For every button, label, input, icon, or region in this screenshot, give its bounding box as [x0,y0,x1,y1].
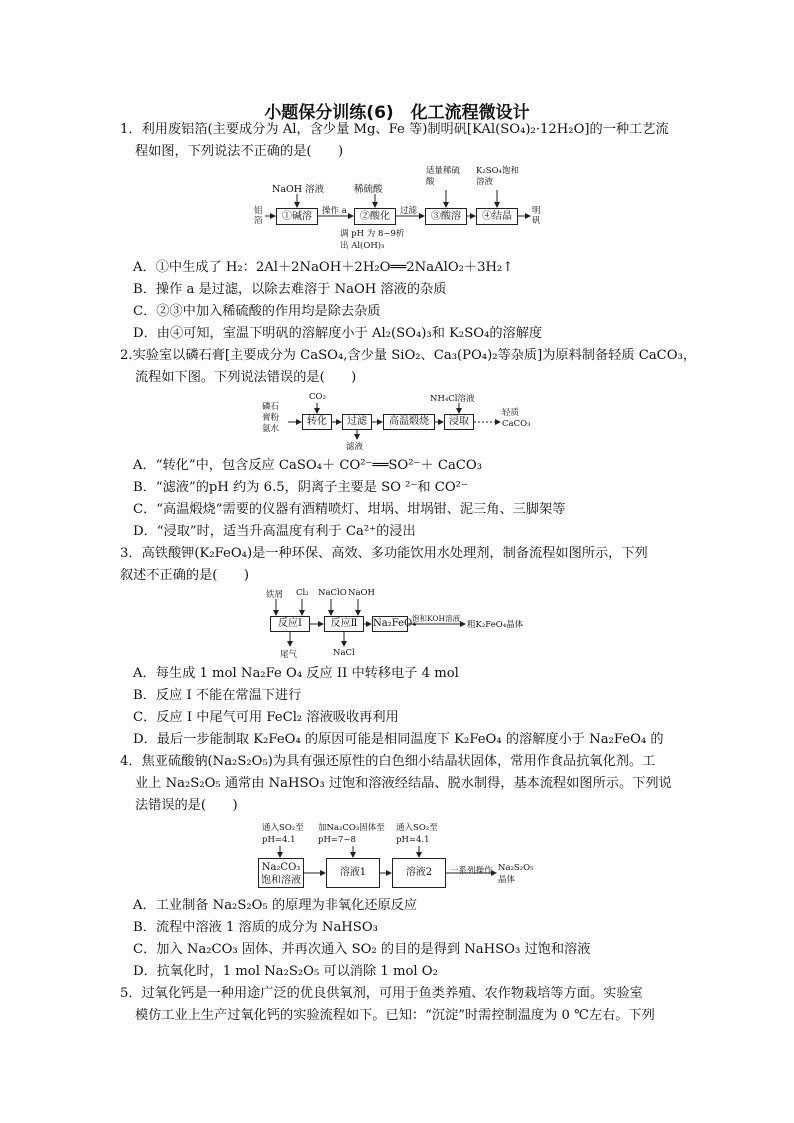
q1-step-acid-dissolve: ③酸溶 [425,208,467,225]
q2-reagent-co2: CO₂ [309,392,326,402]
q1-reagent-k2so4: K₂SO₄饱和溶液 [476,166,519,187]
q3-nacl: NaCl [333,648,355,658]
q1-reagent-dilute-acid: 适量稀硫酸 [426,166,461,187]
q3-option-a: A．每生成 1 mol Na₂Fe O₄ 反应 II 中转移电子 4 mol [133,666,459,681]
q2-step-calcine: 高温煅烧 [383,414,435,430]
q4-stem-line2: 业上 Na₂S₂O₅ 通常由 NaHSO₃ 过饱和溶液经结晶、脱水制得，基本流程如图所示。下列说 [135,776,672,791]
q1-option-d: D．由④可知，室温下明矾的溶解度小于 Al₂(SO₄)₃和 K₂SO₄的溶解度 [133,326,543,341]
q3-tail-gas: 尾气 [280,650,298,660]
q2-input-label: 磷石膏粉氨水 [262,402,280,434]
q2-option-d: D．“浸取”时，适当升高温度有利于 Ca²⁺的浸出 [133,524,416,539]
q2-option-a: A．“转化”中，包含反应 CaSO₄＋ CO²⁻══SO²⁻＋ CaCO₃ [133,458,482,473]
q2-option-b: B．“滤液”的pH 约为 6.5，阴离子主要是 SO ²⁻和 CO²⁻ [133,480,468,495]
q4-option-b: B．流程中溶液 1 溶质的成分为 NaHSO₃ [133,920,378,935]
q1-reagent-naoh: NaOH 溶液 [272,184,325,195]
q3-reagent-naoh: NaOH [348,588,375,598]
q1-step-alkali: ①碱溶 [276,208,318,225]
q5-stem-line2: 模仿工业上生产过氧化钙的实验流程如下。已知：“沉淀”时需控制温度为 0 ℃左右。下列 [135,1008,655,1023]
q1-filter: 过滤 [400,206,418,216]
q1-stem-line2: 程如图，下列说法不正确的是( ) [135,144,344,159]
q1-input-label: 铝箔 [254,206,263,226]
q3-reagent-iron: 铁屑 [266,590,284,600]
q1-option-c: C．②③中加入稀硫酸的作用均是除去杂质 [133,304,381,319]
q3-stem-line1: 3．高铁酸钾(K₂FeO₄)是一种环保、高效、多功能饮用水处理剂，制备流程如图所示，下列 [120,546,648,561]
q2-option-c: C．“高温煅烧”需要的仪器有酒精喷灯、坩埚、坩埚钳、泥三角、三脚架等 [133,502,566,517]
q3-reagent-naclo: NaClO [318,588,347,598]
q1-option-a: A．①中生成了 H₂：2Al＋2NaOH＋2H₂O══2NaAlO₂＋3H₂↑ [133,260,514,275]
q1-step-acidify: ②酸化 [354,208,396,225]
q2-step-filter: 过滤 [342,414,372,430]
q4-box-na2co3: Na₂CO₃饱和溶液 [258,858,304,888]
q3-saturated-koh: 饱和KOH溶液 [412,614,461,623]
q3-option-d: D．最后一步能制取 K₂FeO₄ 的原因可能是相同温度下 K₂FeO₄ 的溶解度小于 Na₂FeO₄ 的 [133,732,664,747]
q4-box-solution1: 溶液1 [326,858,380,888]
q3-step-na2feo4: Na₂FeO₄ [372,616,408,632]
q4-top-label3: 通入SO₂至pH=4.1 [396,823,438,845]
q3-option-c: C．反应 I 中尾气可用 FeCl₂ 溶液吸收再利用 [133,710,399,725]
q2-filtrate: 滤液 [346,442,364,452]
q3-output-label: 粗K₂FeO₄晶体 [467,620,524,630]
q4-option-a: A．工业制备 Na₂S₂O₅ 的原理为非氧化还原反应 [133,898,418,913]
q2-output-label: 轻质CaCO₃ [502,408,531,429]
q1-output-label: 明矾 [532,206,541,226]
q1-stem-line1: 1．利用废铝箔(主要成分为 Al，含少量 Mg、Fe 等)制明矾[KAl(SO₄)₂·12H₂O]的一种工艺流 [120,122,669,137]
q4-box-solution2: 溶液2 [392,858,446,888]
q2-stem-line2: 流程如下图。下列说法错误的是( ) [135,370,357,385]
q1-op-a: 操作 a [322,206,347,216]
page-title: 小题保分训练(6) 化工流程微设计 [264,103,530,123]
q4-stem-line1: 4．焦亚硫酸钠(Na₂S₂O₅)为具有强还原性的白色细小结晶状固体，常用作食品抗氧化剂。工 [120,754,656,769]
q4-stem-line3: 法错误的是( ) [135,798,238,813]
q4-option-d: D．抗氧化时，1 mol Na₂S₂O₅ 可以消除 1 mol O₂ [133,964,438,979]
q4-top-label1: 通入SO₂至pH=4.1 [262,823,304,845]
q2-stem-line1: 2.实验室以磷石膏[主要成分为 CaSO₄,含少量 SiO₂、Ca₃(PO₄)₂等杂质]为原料制备轻质 CaCO₃， [120,348,697,363]
q2-reagent-nh4cl: NH₄Cl溶液 [430,394,475,404]
q2-step-convert: 转化 [302,414,332,430]
q4-option-c: C．加入 Na₂CO₃ 固体、并再次通入 SO₂ 的目的是得到 NaHSO₃ 过饱和溶液 [133,942,591,957]
q3-step-reaction2: 反应Ⅱ [324,616,364,632]
q2-step-leach: 浸取 [444,414,474,430]
q1-ph-note: 调 pH 为 8~9析出 Al(OH)₃ [340,229,405,251]
q4-output-label: Na₂S₂O₅晶体 [498,863,534,885]
q1-option-b: B．操作 a 是过滤，以除去难溶于 NaOH 溶液的杂质 [133,282,447,297]
q4-top-label2: 加Na₂CO₃固体至pH=7~8 [318,823,385,845]
q3-reagent-cl2: Cl₂ [296,588,309,598]
q3-stem-line2: 叙述不正确的是( ) [120,568,249,583]
q1-reagent-h2so4: 稀硫酸 [354,184,383,195]
q1-step-crystallize: ④结晶 [476,208,518,225]
q3-step-reaction1: 反应Ⅰ [270,616,310,632]
q3-option-b: B．反应 I 不能在常温下进行 [133,688,302,703]
q4-series-ops: 一系列操作 [450,866,493,876]
q5-stem-line1: 5．过氧化钙是一种用途广泛的优良供氧剂，可用于鱼类养殖、农作物栽培等方面。实验室 [120,986,643,1001]
